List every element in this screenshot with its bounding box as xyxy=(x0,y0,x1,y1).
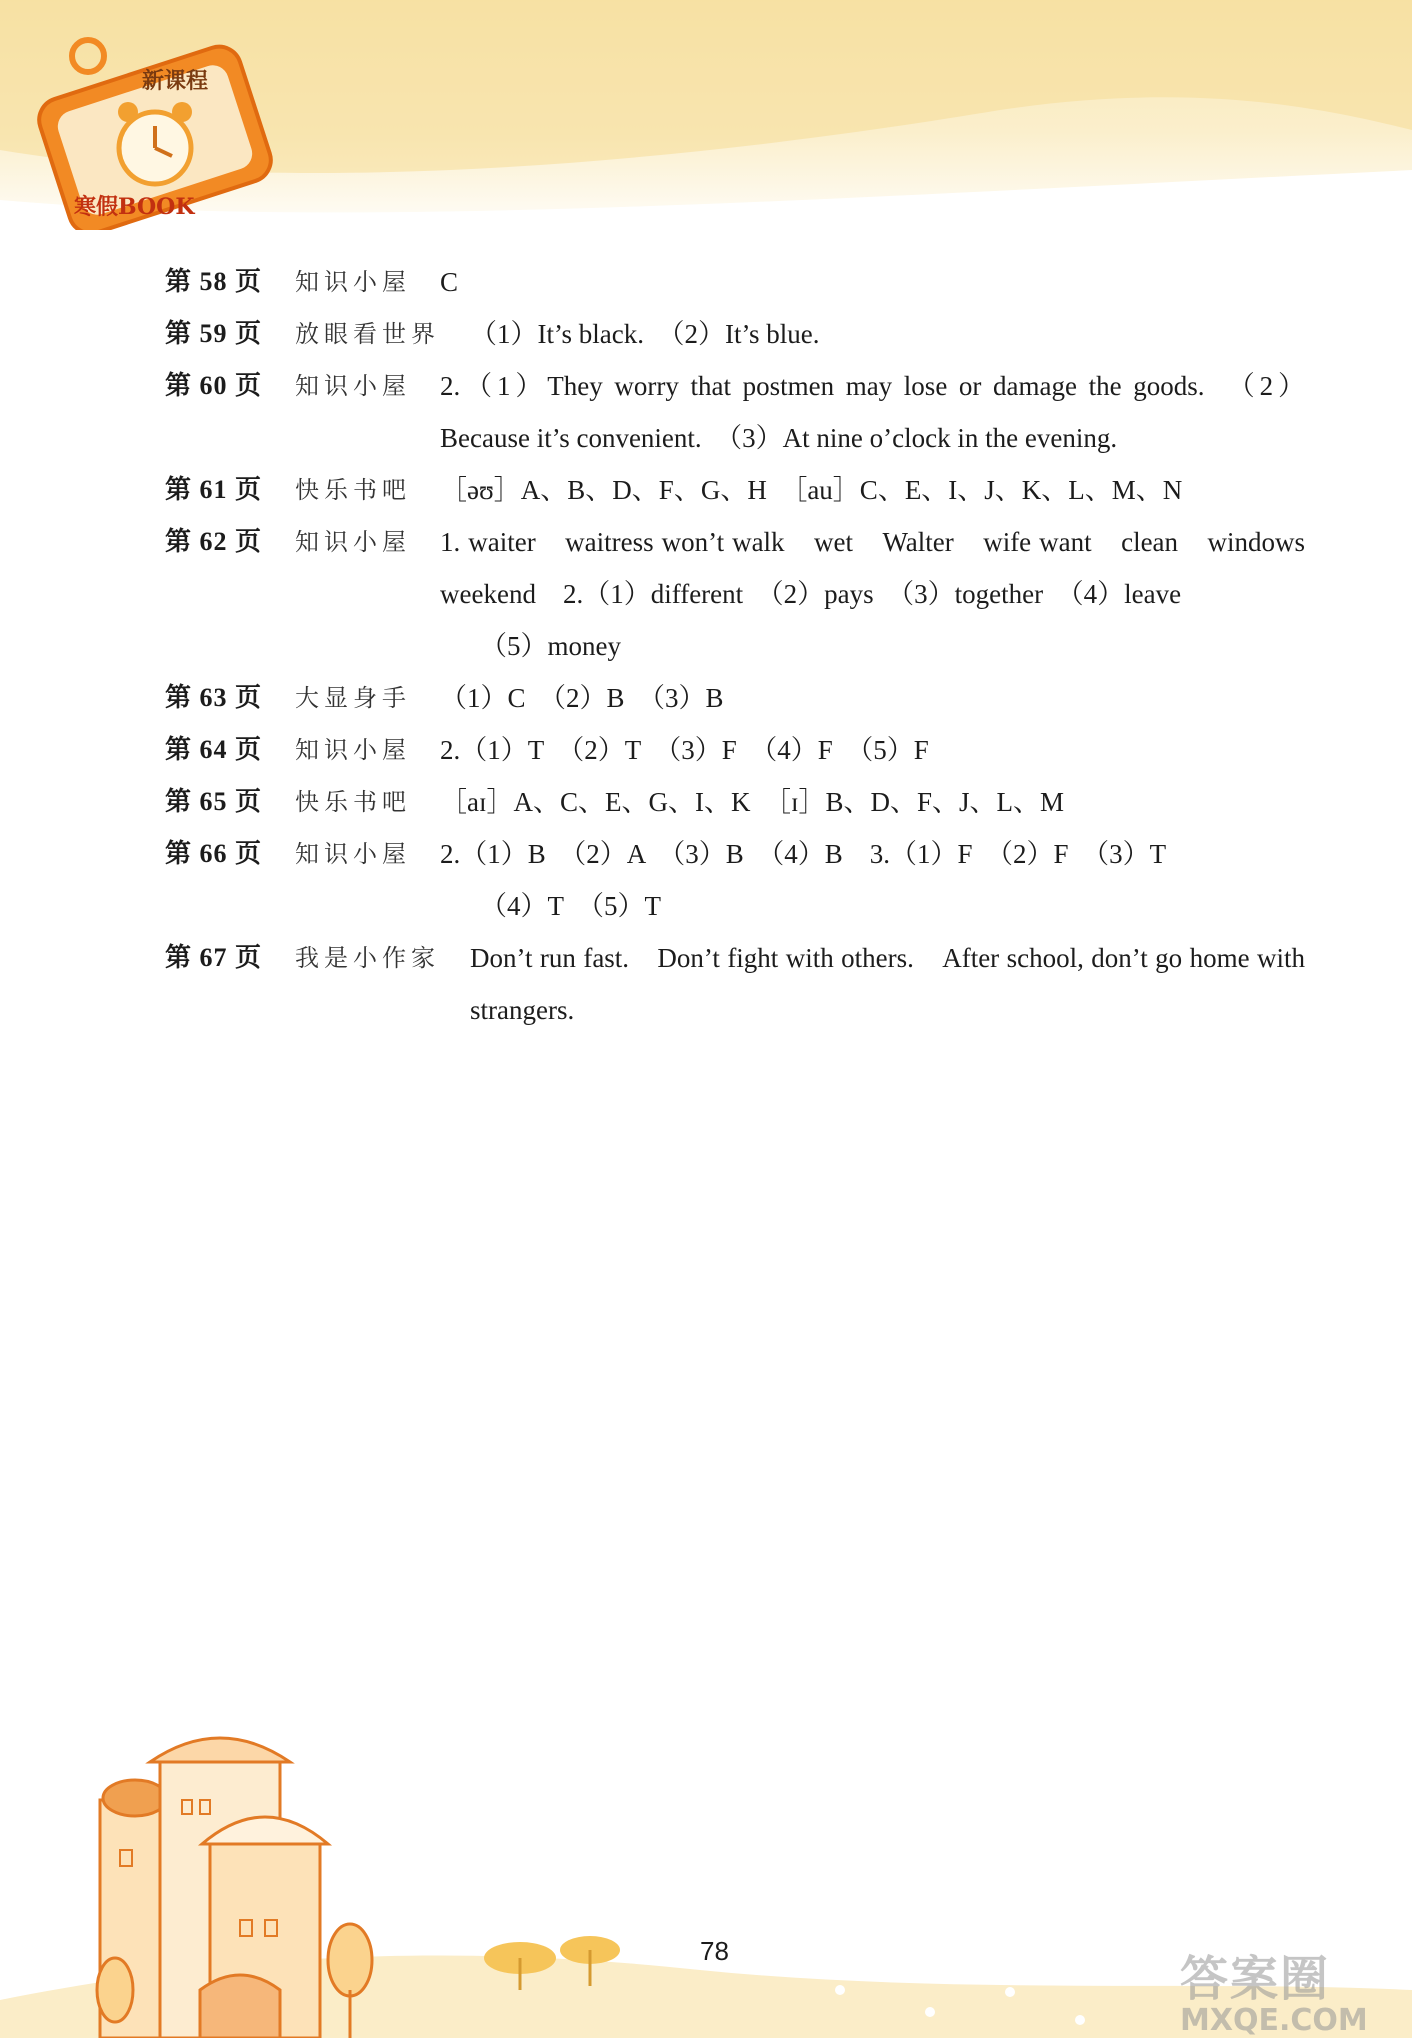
answer-row-64 xyxy=(165,724,1305,776)
section-label: 知识小屋 xyxy=(295,528,411,556)
answer-row-65 xyxy=(165,776,1305,828)
answer-row-66 xyxy=(165,828,1305,932)
answer-line: （1）It’s black. （2）It’s blue. xyxy=(470,319,820,349)
page-label: 第 59 页 xyxy=(165,319,263,348)
answer-line: 2.（1）They worry that postmen may lose or damage the goods. （2）Because it’s convenient. （3）At nine o’clock in the evening. xyxy=(440,371,1305,453)
site-watermark xyxy=(1180,1940,1412,2038)
section-label: 我是小作家 xyxy=(295,944,440,972)
answer-row-62 xyxy=(165,516,1305,672)
answer-line: 2.（1）B （2）A （3）B （4）B 3.（1）F （2）F （3）T xyxy=(440,839,1167,869)
page-number: 78 xyxy=(700,1936,729,1966)
section-label: 知识小屋 xyxy=(295,372,411,400)
watermark-url: MXQE.COM xyxy=(1180,2003,1368,2038)
page-label: 第 61 页 xyxy=(165,475,263,504)
answer-line: ［aɪ］A、C、E、G、I、K ［ɪ］B、D、F、J、L、M xyxy=(440,787,1065,817)
answer-line: 2.（1）T （2）T （3）F （4）F （5）F xyxy=(440,735,929,765)
answer-text xyxy=(440,724,1305,776)
answer-text xyxy=(440,360,1305,464)
answer-line: C xyxy=(440,267,459,297)
answer-line: （4）T （5）T xyxy=(480,891,661,921)
answer-text xyxy=(440,464,1305,516)
section-label: 知识小屋 xyxy=(295,840,411,868)
logo-top-text: 新课程 xyxy=(142,68,209,94)
page-label: 第 65 页 xyxy=(165,787,263,816)
section-label: 快乐书吧 xyxy=(295,476,411,504)
page-label: 第 60 页 xyxy=(165,371,263,400)
page-label: 第 64 页 xyxy=(165,735,263,764)
answer-line: Don’t run fast. Don’t fight with others. After school, don’t go home with strangers. xyxy=(470,943,1305,1025)
watermark-title: 答案圈 xyxy=(1180,1951,1331,2007)
answer-line: （1）C （2）B （3）B xyxy=(440,683,724,713)
answer-list xyxy=(165,256,1305,1036)
answer-text xyxy=(470,932,1305,1036)
page-label: 第 67 页 xyxy=(165,943,263,972)
page-label: 第 66 页 xyxy=(165,839,263,868)
logo-bottom-text: 寒假BOOK xyxy=(74,194,195,220)
section-label: 知识小屋 xyxy=(295,268,411,296)
page-label: 第 62 页 xyxy=(165,527,263,556)
page-label: 第 63 页 xyxy=(165,683,263,712)
section-label: 大显身手 xyxy=(295,684,411,712)
page-label: 第 58 页 xyxy=(165,267,263,296)
castle-illustration xyxy=(90,1720,410,2038)
answer-row-58 xyxy=(165,256,1305,308)
answer-line: ［əʊ］A、B、D、F、G、H ［au］C、E、I、J、K、L、M、N xyxy=(440,475,1183,505)
answer-row-60 xyxy=(165,360,1305,464)
answer-text xyxy=(440,516,1305,672)
answer-row-63 xyxy=(165,672,1305,724)
section-label: 知识小屋 xyxy=(295,736,411,764)
answer-line: 1. waiter waitress won’t walk wet Walter wife want clean windows weekend 2.（1）different （2）pays （3）together （4）leave xyxy=(440,527,1305,609)
section-label: 放眼看世界 xyxy=(295,320,440,348)
answer-text xyxy=(440,828,1305,932)
answer-text xyxy=(440,256,1305,308)
answer-text xyxy=(470,308,1305,360)
answer-line: （5）money xyxy=(480,631,621,661)
answer-row-67 xyxy=(165,932,1305,1036)
section-label: 快乐书吧 xyxy=(295,788,411,816)
answer-text xyxy=(440,672,1305,724)
answer-text xyxy=(440,776,1305,828)
answer-row-59 xyxy=(165,308,1305,360)
answer-row-61 xyxy=(165,464,1305,516)
book-logo xyxy=(30,30,290,230)
